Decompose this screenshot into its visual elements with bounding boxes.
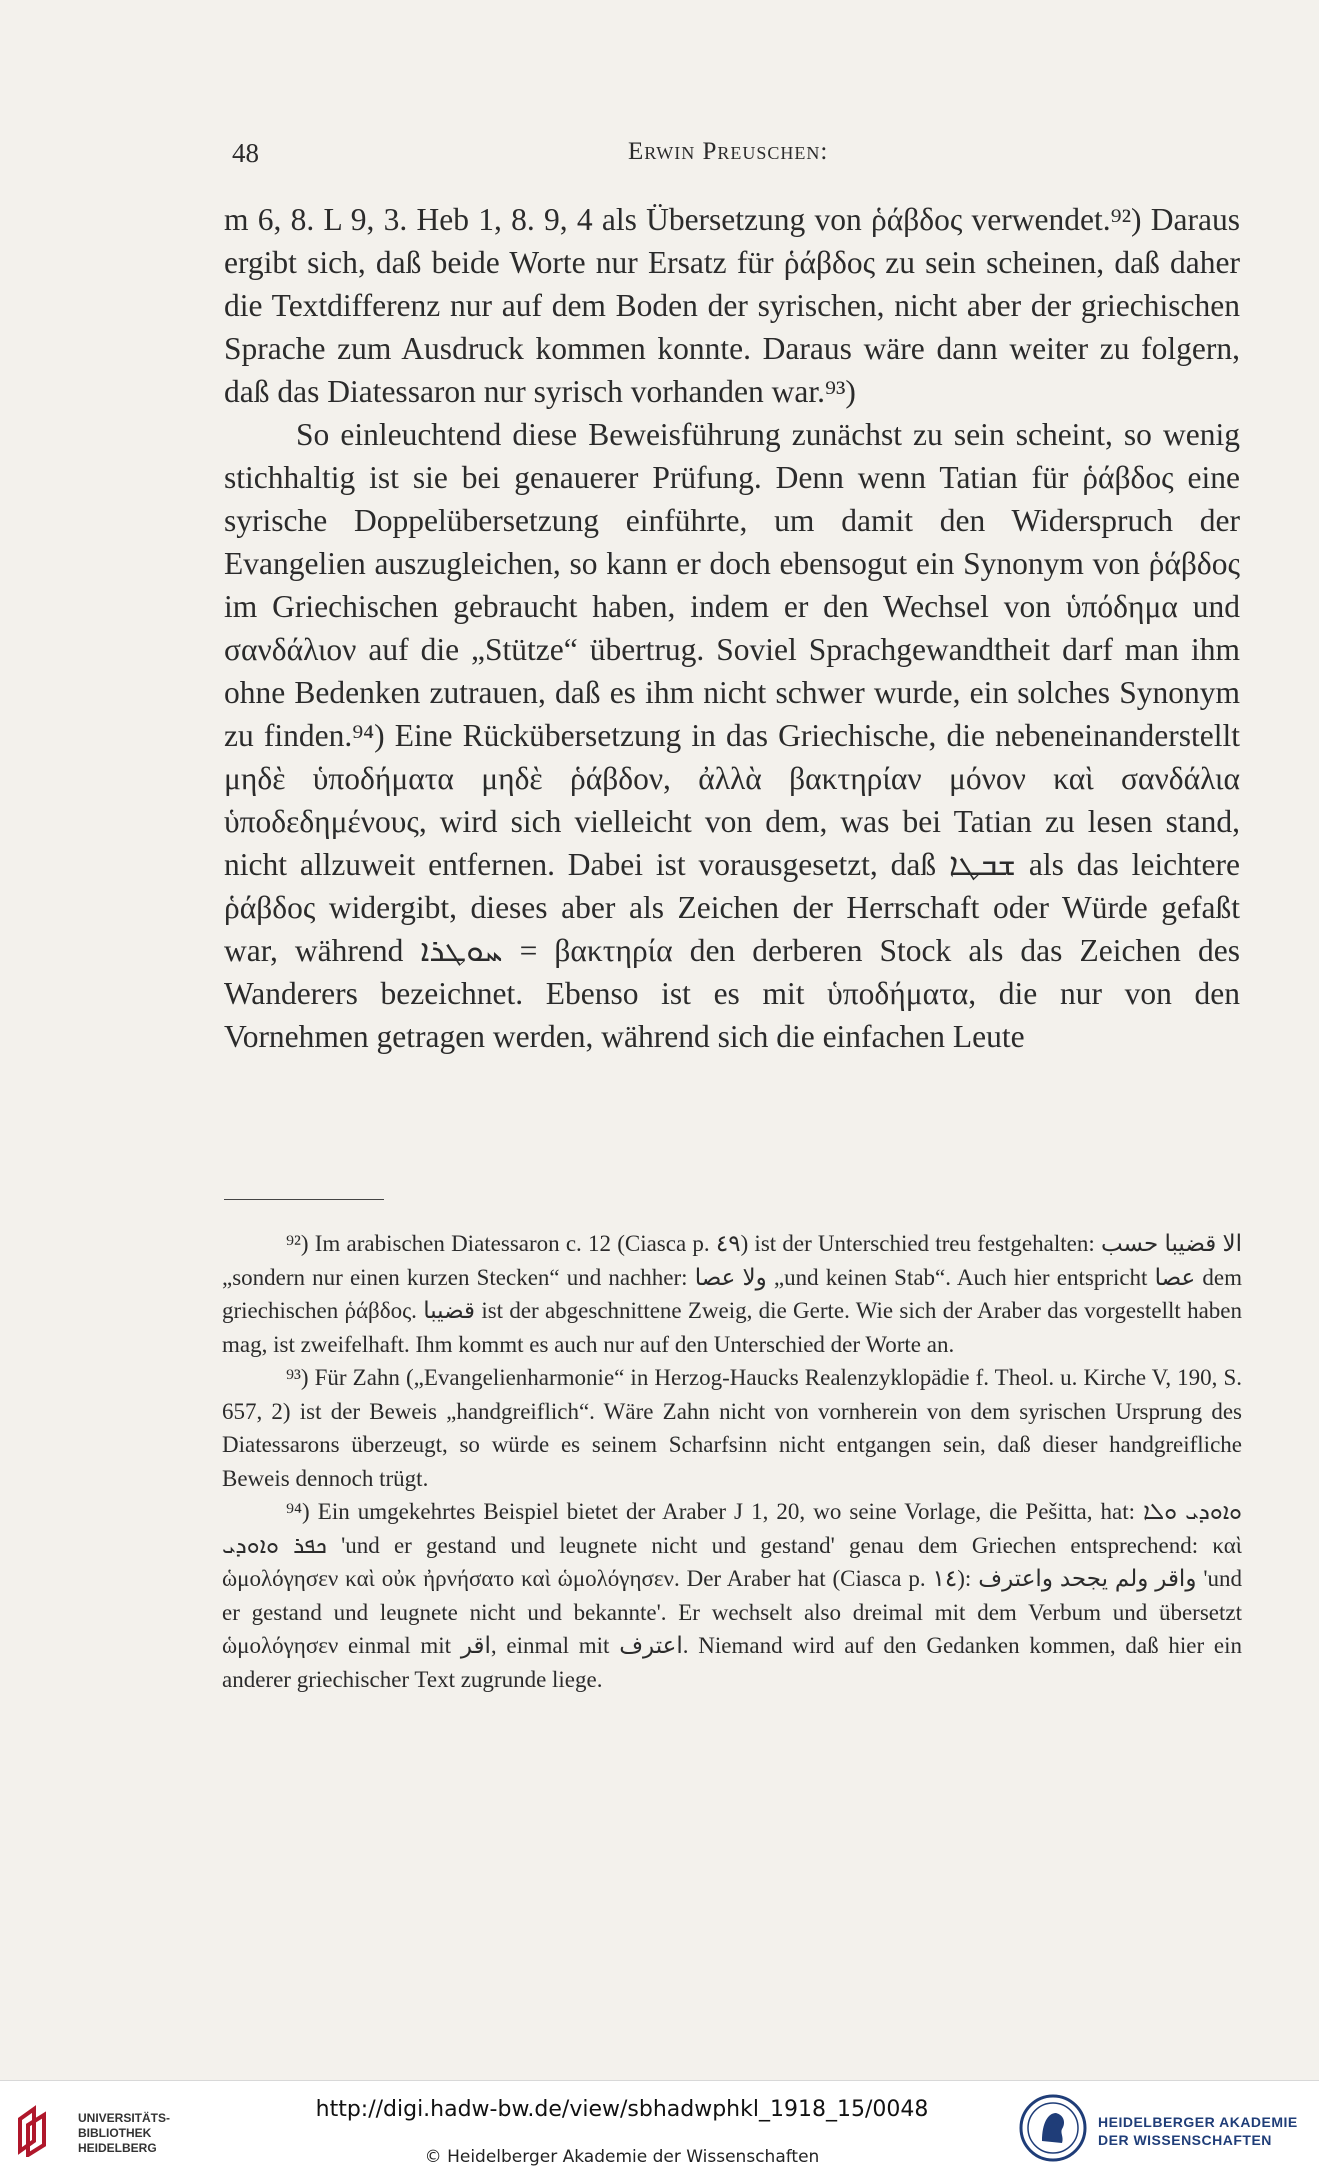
footnotes bbox=[222, 1227, 1242, 1696]
academy-name: HEIDELBERGER AKADEMIE DER WISSENSCHAFTEN bbox=[1098, 2114, 1298, 2148]
footnote-rule bbox=[224, 1199, 384, 1200]
library-logo[interactable] bbox=[14, 2105, 174, 2165]
body-text bbox=[224, 198, 1240, 1058]
footnote-92: ⁹²) Im arabischen Diatessaron c. 12 (Ciasca p. ٤٩) ist der Unterschied treu festgehalten: الا قضيبا حسب „sondern nur einen kurzen Stecken“ und nachher: ولا عصا „und keinen Stab“. Auch hier entspricht عصا dem griechischen ῥάβδος. قضيبا ist der abgeschnittene Zweig, die Gerte. Wie sich der Araber das vorgestellt haben mag, ist zweifelhaft. Ihm kommt es auch nur auf den Unterschied der Worte an. bbox=[222, 1231, 1242, 1357]
footnote-94: ⁹⁴) Ein umgekehrtes Beispiel bietet der Araber J 1, 20, wo seine Vorlage, die Pešitta, hat: ܘܐܘܕܝ ܘܠܐ ܟܦܪ ܘܐܘܕܝ 'und er gestand und leugnete nicht und gestand' genau dem Griechen entsprechend: καὶ ὡμολόγησεν καὶ οὐκ ἠρνήσατο καὶ ὡμολόγησεν. Der Araber hat (Ciasca p. ١٤): واقر ولم يجحد واعترف 'und er gestand und leugnete nicht und bekannte'. Er wechselt also dreimal mit dem Verbum und übersetzt ὡμολόγησεν einmal mit اقر, einmal mit اعترف. Niemand wird auf den Gedanken kommen, daß hier ein anderer griechischer Text zugrunde liege. bbox=[222, 1499, 1242, 1692]
page-header bbox=[232, 138, 1237, 178]
page-number: 48 bbox=[232, 138, 259, 168]
footnote-93: ⁹³) Für Zahn („Evangelienharmonie“ in Herzog-Haucks Realenzyklopädie f. Theol. u. Kirche V, 190, S. 657, 2) ist der Beweis „handgreiflich“. Wäre Zahn nicht von vornherein von dem syrischen Ursprung des Diatessarons überzeugt, so würde es seinem Scharfsinn nicht entgangen sein, daß dieser handgreifliche Beweis dennoch trügt. bbox=[222, 1365, 1242, 1491]
permalink-url[interactable]: http://digi.hadw-bw.de/view/sbhadwphkl_1918_15/0048 bbox=[315, 2097, 929, 2122]
paragraph: So einleuchtend diese Beweisführung zunächst zu sein scheint, so wenig stichhaltig ist sie bei genauerer Prüfung. Denn wenn Tatian für ῥάβδος eine syrische Doppelübersetzung einführte, um damit den Widerspruch der Evangelien auszugleichen, so kann er doch ebensogut ein Synonym von ῥάβδος im Griechischen gebraucht haben, indem er den Wechsel von ὑπόδημα und σανδάλιον auf die „Stütze“ übertrug. Soviel Sprachgewandtheit darf man ihm ohne Bedenken zutrauen, daß es ihm nicht schwer wurde, ein solches Synonym zu finden.⁹⁴) Eine Rückübersetzung in das Griechische, die nebeneinanderstellt μηδὲ ὑποδήματα μηδὲ ῥάβδον, ἀλλὰ βακτηρίαν μόνον καὶ σανδάλια ὑποδεδημένους, wird sich vielleicht von dem, was bei Tatian zu lesen stand, nicht allzuweit entfernen. Dabei ist vorausgesetzt, daß ܫܒܛܐ als das leichtere ῥάβδος widergibt, dieses aber als Zeichen der Herrschaft oder Würde gefaßt war, während ܚܘܛܪܐ = βακτηρία den derberen Stock als das Zeichen des Wanderers bezeichnet. Ebenso ist es mit ὑποδήματα, die nur von den Vornehmen getragen werden, während sich die einfachen Leute bbox=[224, 417, 1241, 1054]
paragraph: m 6, 8. L 9, 3. Heb 1, 8. 9, 4 als Übersetzung von ῥάβδος verwendet.⁹²) Daraus ergibt sich, daß beide Worte nur Ersatz für ῥάβδος zu sein scheinen, daß daher die Textdifferenz nur auf dem Boden der syrischen, nicht aber der griechischen Sprache zum Ausdruck kommen konnte. Daraus wäre dann weiter zu folgern, daß das Diatessaron nur syrisch vorhanden war.⁹³) bbox=[224, 202, 1240, 409]
academy-seal-icon[interactable] bbox=[1018, 2093, 1088, 2163]
running-head: Erwin Preuschen: bbox=[628, 138, 829, 165]
viewer-footer bbox=[0, 2080, 1319, 2183]
copyright-notice: © Heidelberger Akademie der Wissenschaften bbox=[424, 2147, 820, 2167]
library-logo-icon bbox=[14, 2105, 62, 2157]
library-name: UNIVERSITÄTS- BIBLIOTHEK HEIDELBERG bbox=[78, 2111, 171, 2155]
